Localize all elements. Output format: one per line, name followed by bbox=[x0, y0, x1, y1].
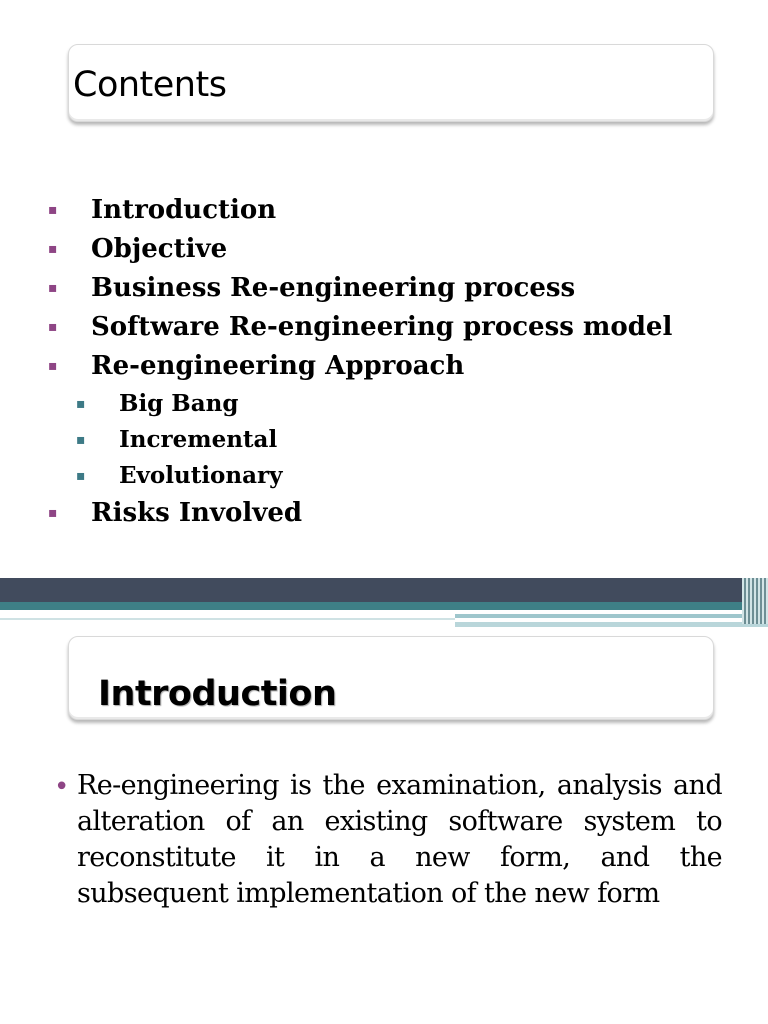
contents-title: Contents bbox=[73, 65, 227, 105]
divider-band-teal bbox=[0, 602, 768, 610]
contents-item bbox=[46, 269, 672, 308]
contents-item bbox=[46, 422, 672, 458]
introduction-body: Re-engineering is the examination, analysis and alteration of an existing software system to reconstitute it in a new form, and the subsequent implementation of the new form bbox=[77, 770, 722, 909]
bullet-marker: ▪ bbox=[76, 396, 86, 412]
bullet-marker: • bbox=[54, 772, 70, 802]
bullet-marker: ▪ bbox=[48, 202, 58, 218]
contents-item bbox=[46, 458, 672, 494]
contents-item-label: Software Re-engineering process model bbox=[91, 312, 673, 342]
slide-introduction bbox=[0, 578, 768, 1024]
bullet-marker: ▪ bbox=[48, 358, 58, 374]
contents-list bbox=[46, 191, 672, 533]
bullet-marker: ▪ bbox=[48, 280, 58, 296]
contents-item bbox=[46, 494, 672, 533]
divider-band-pale bbox=[0, 618, 455, 620]
contents-item bbox=[46, 230, 672, 269]
bullet-marker: ▪ bbox=[48, 505, 58, 521]
divider-stripes bbox=[742, 578, 768, 624]
divider-band-light bbox=[455, 614, 768, 618]
contents-title-box bbox=[68, 44, 714, 122]
contents-item-label: Evolutionary bbox=[119, 462, 283, 489]
contents-item bbox=[46, 308, 672, 347]
bullet-marker: ▪ bbox=[76, 432, 86, 448]
contents-item-label: Re-engineering Approach bbox=[91, 351, 465, 381]
contents-item-label: Big Bang bbox=[119, 390, 239, 417]
contents-item bbox=[46, 347, 672, 386]
bullet-marker: ▪ bbox=[76, 468, 86, 484]
contents-item bbox=[46, 191, 672, 230]
bullet-marker: ▪ bbox=[48, 319, 58, 335]
introduction-title-box bbox=[68, 636, 714, 720]
contents-item-label: Risks Involved bbox=[91, 498, 303, 528]
contents-item-label: Incremental bbox=[119, 426, 278, 453]
contents-item-label: Objective bbox=[91, 234, 228, 264]
introduction-title: Introduction bbox=[98, 674, 337, 714]
divider-band-lighter bbox=[455, 622, 768, 627]
divider-band-dark bbox=[0, 578, 768, 602]
contents-item-label: Business Re-engineering process bbox=[91, 273, 576, 303]
contents-item-label: Introduction bbox=[91, 195, 277, 225]
bullet-marker: ▪ bbox=[48, 241, 58, 257]
contents-item bbox=[46, 386, 672, 422]
